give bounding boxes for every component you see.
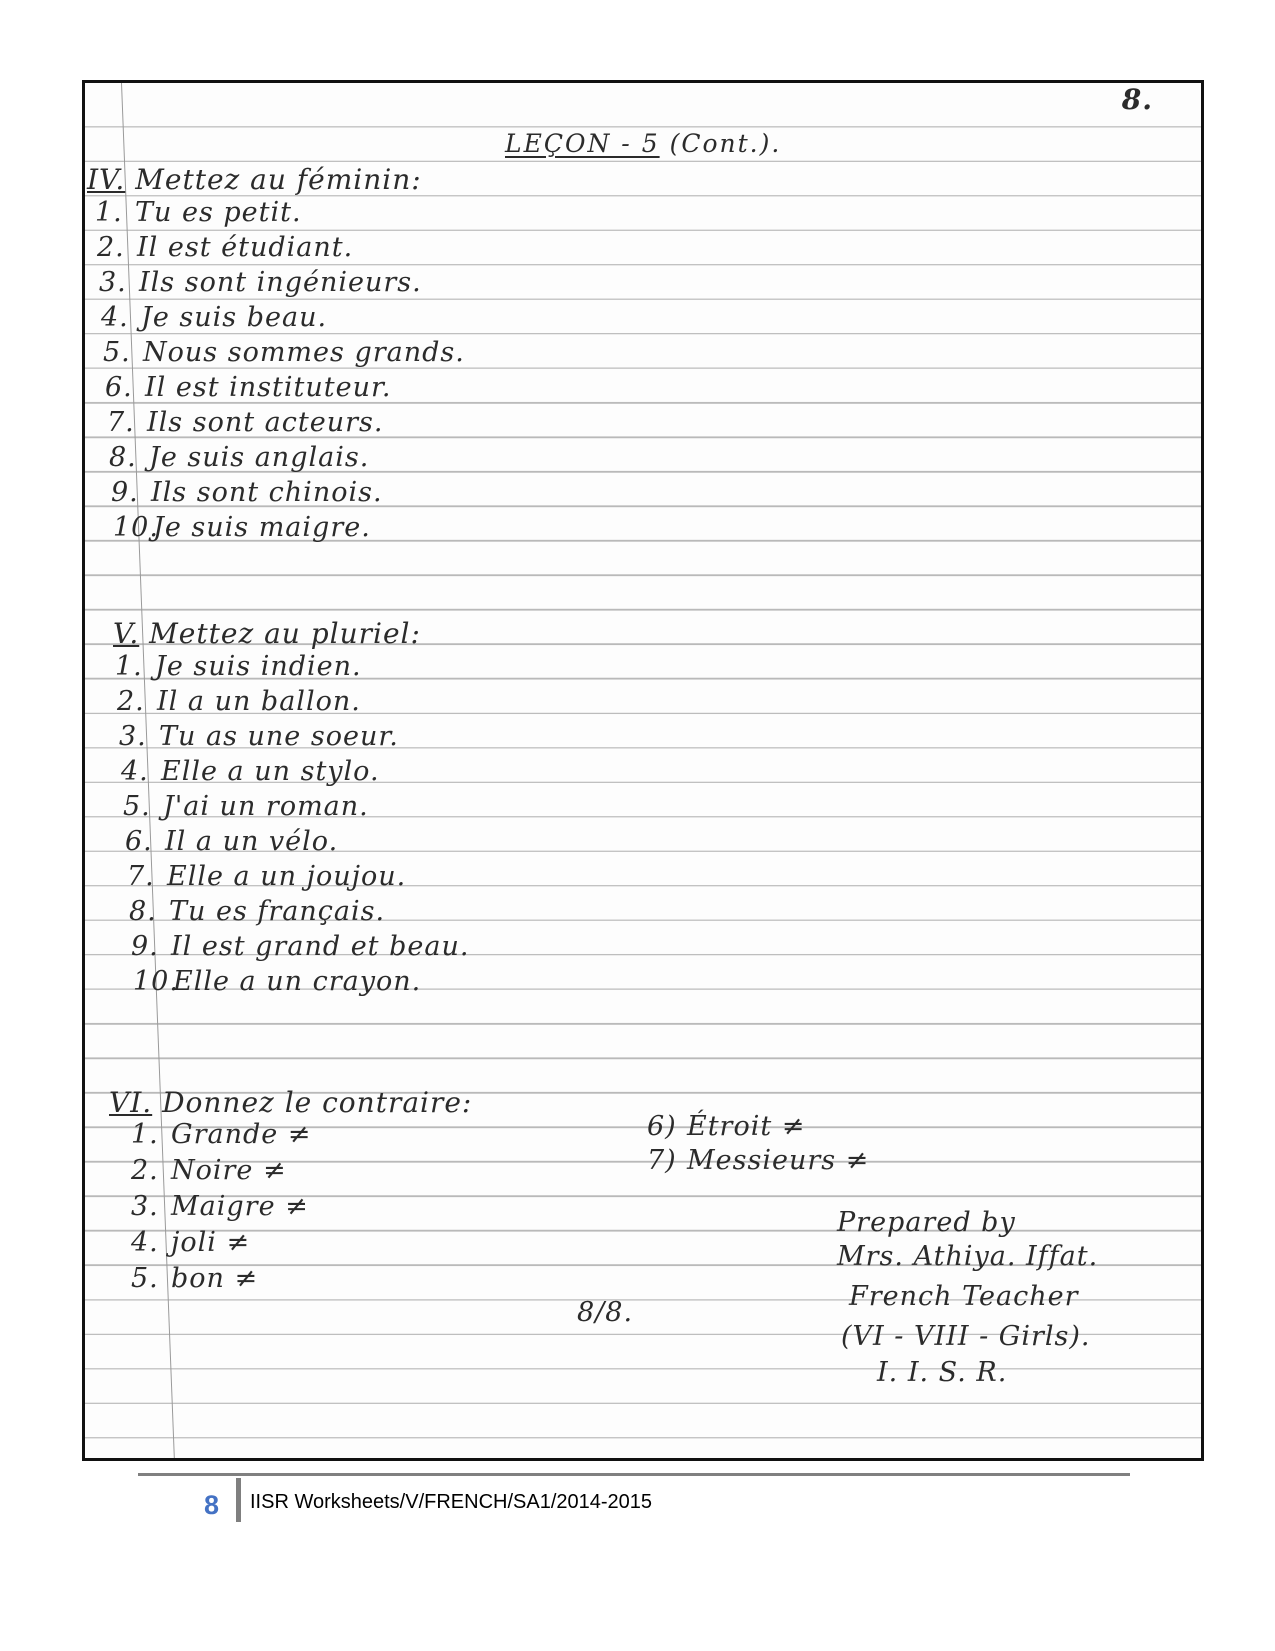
- item-number: 3.: [131, 1191, 159, 1222]
- item-number: 8.: [109, 442, 137, 473]
- sec5-item: [127, 861, 406, 892]
- item-number: 5.: [123, 791, 151, 822]
- section-v-heading: [113, 617, 421, 650]
- sec5-item: [123, 791, 369, 822]
- signature-line-1: Prepared by: [837, 1207, 1016, 1238]
- item-text: Étroit ≠: [687, 1111, 806, 1142]
- sec5-item: [121, 756, 380, 787]
- section-v-number: V.: [113, 617, 140, 650]
- item-number: 4.: [121, 756, 149, 787]
- signature-line-5: I. I. S. R.: [877, 1357, 1008, 1388]
- item-number: 1.: [95, 197, 123, 228]
- item-number: 9.: [111, 477, 139, 508]
- item-text: Messieurs ≠: [687, 1145, 870, 1176]
- item-number: 5.: [131, 1263, 159, 1294]
- sec5-item: [125, 826, 338, 857]
- item-text: Nous sommes grands.: [143, 337, 465, 368]
- item-number: 8.: [129, 896, 157, 927]
- item-text: Je suis maigre.: [153, 512, 371, 543]
- item-number: 3.: [119, 721, 147, 752]
- item-number: 6.: [125, 826, 153, 857]
- sec4-item: [97, 232, 353, 263]
- item-text: joli ≠: [171, 1227, 251, 1258]
- item-text: Tu as une soeur.: [159, 721, 399, 752]
- handwritten-page-number: 8.: [1121, 83, 1153, 116]
- item-number: 4.: [101, 302, 129, 333]
- section-v-title: Mettez au pluriel:: [149, 617, 421, 650]
- item-number: 10.: [133, 966, 179, 997]
- sec4-item: [103, 337, 465, 368]
- item-number: 6): [647, 1111, 677, 1142]
- section-vi-number: VI.: [109, 1086, 153, 1119]
- item-number: 1.: [115, 651, 143, 682]
- sec6-item: [131, 1119, 311, 1150]
- sec5-item: [119, 721, 399, 752]
- item-text: Tu es petit.: [135, 197, 302, 228]
- item-number: 5.: [103, 337, 131, 368]
- footer-rule: [138, 1473, 1130, 1476]
- signature-line-4: (VI - VIII - Girls).: [841, 1321, 1091, 1352]
- section-vi-title: Donnez le contraire:: [162, 1086, 473, 1119]
- lesson-title: [505, 129, 781, 158]
- item-text: Ils sont acteurs.: [147, 407, 384, 438]
- item-text: Noire ≠: [171, 1155, 287, 1186]
- item-text: Grande ≠: [171, 1119, 312, 1150]
- item-number: 6.: [105, 372, 133, 403]
- sec4-item: [111, 477, 383, 508]
- sec4-item: [107, 407, 383, 438]
- sec5-item: [117, 686, 361, 717]
- item-text: Il est grand et beau.: [171, 931, 470, 962]
- sec4-item: [95, 197, 302, 228]
- item-number: 4.: [131, 1227, 159, 1258]
- sec6-item: [131, 1191, 309, 1222]
- section-iv-heading: [87, 163, 422, 196]
- lesson-title-main: LEÇON - 5: [505, 129, 660, 158]
- item-text: Maigre ≠: [171, 1191, 309, 1222]
- item-text: Tu es français.: [169, 896, 386, 927]
- section-vi-heading: [109, 1086, 472, 1119]
- item-number: 1.: [131, 1119, 159, 1150]
- item-text: bon ≠: [171, 1263, 259, 1294]
- item-text: Il est instituteur.: [145, 372, 392, 403]
- item-number: 10.: [113, 512, 159, 543]
- sec5-item: [115, 651, 362, 682]
- item-text: Elle a un stylo.: [161, 756, 380, 787]
- item-text: Je suis beau.: [141, 302, 328, 333]
- signature-line-2: Mrs. Athiya. Iffat.: [837, 1241, 1099, 1272]
- item-text: Ils sont ingénieurs.: [139, 267, 422, 298]
- item-number: 9.: [131, 931, 159, 962]
- item-number: 2.: [97, 232, 125, 263]
- item-number: 7.: [107, 407, 135, 438]
- item-text: Il a un vélo.: [165, 826, 339, 857]
- item-text: Elle a un crayon.: [173, 966, 422, 997]
- item-number: 2.: [117, 686, 145, 717]
- footer-text: IISR Worksheets/V/FRENCH/SA1/2014-2015: [250, 1491, 653, 1513]
- sec4-item: [113, 512, 371, 543]
- notebook-page: [82, 80, 1204, 1461]
- footer-divider: [236, 1478, 241, 1522]
- footer-page-number: 8: [204, 1490, 220, 1520]
- item-text: Je suis indien.: [155, 651, 362, 682]
- item-number: 3.: [99, 267, 127, 298]
- sec6-item: [131, 1155, 287, 1186]
- item-text: Elle a un joujou.: [167, 861, 407, 892]
- lesson-title-sub: (Cont.).: [669, 129, 782, 158]
- sec5-item: [133, 966, 421, 997]
- section-iv-title: Mettez au féminin:: [135, 163, 422, 196]
- sec6-item: [647, 1111, 805, 1142]
- sec4-item: [105, 372, 392, 403]
- item-text: J'ai un roman.: [163, 791, 369, 822]
- item-text: Il a un ballon.: [157, 686, 361, 717]
- sec4-item: [109, 442, 369, 473]
- item-number: 7.: [127, 861, 155, 892]
- sec5-item: [129, 896, 385, 927]
- item-number: 7): [647, 1145, 677, 1176]
- section-iv-number: IV.: [87, 163, 126, 196]
- item-text: Je suis anglais.: [149, 442, 370, 473]
- page-count: 8/8.: [577, 1297, 634, 1328]
- sec6-item: [647, 1145, 869, 1176]
- item-text: Ils sont chinois.: [151, 477, 383, 508]
- item-number: 2.: [131, 1155, 159, 1186]
- sec4-item: [101, 302, 327, 333]
- sec6-item: [131, 1263, 258, 1294]
- sec5-item: [131, 931, 469, 962]
- signature-line-3: French Teacher: [849, 1281, 1079, 1312]
- item-text: Il est étudiant.: [137, 232, 354, 263]
- sec4-item: [99, 267, 422, 298]
- sec6-item: [131, 1227, 250, 1258]
